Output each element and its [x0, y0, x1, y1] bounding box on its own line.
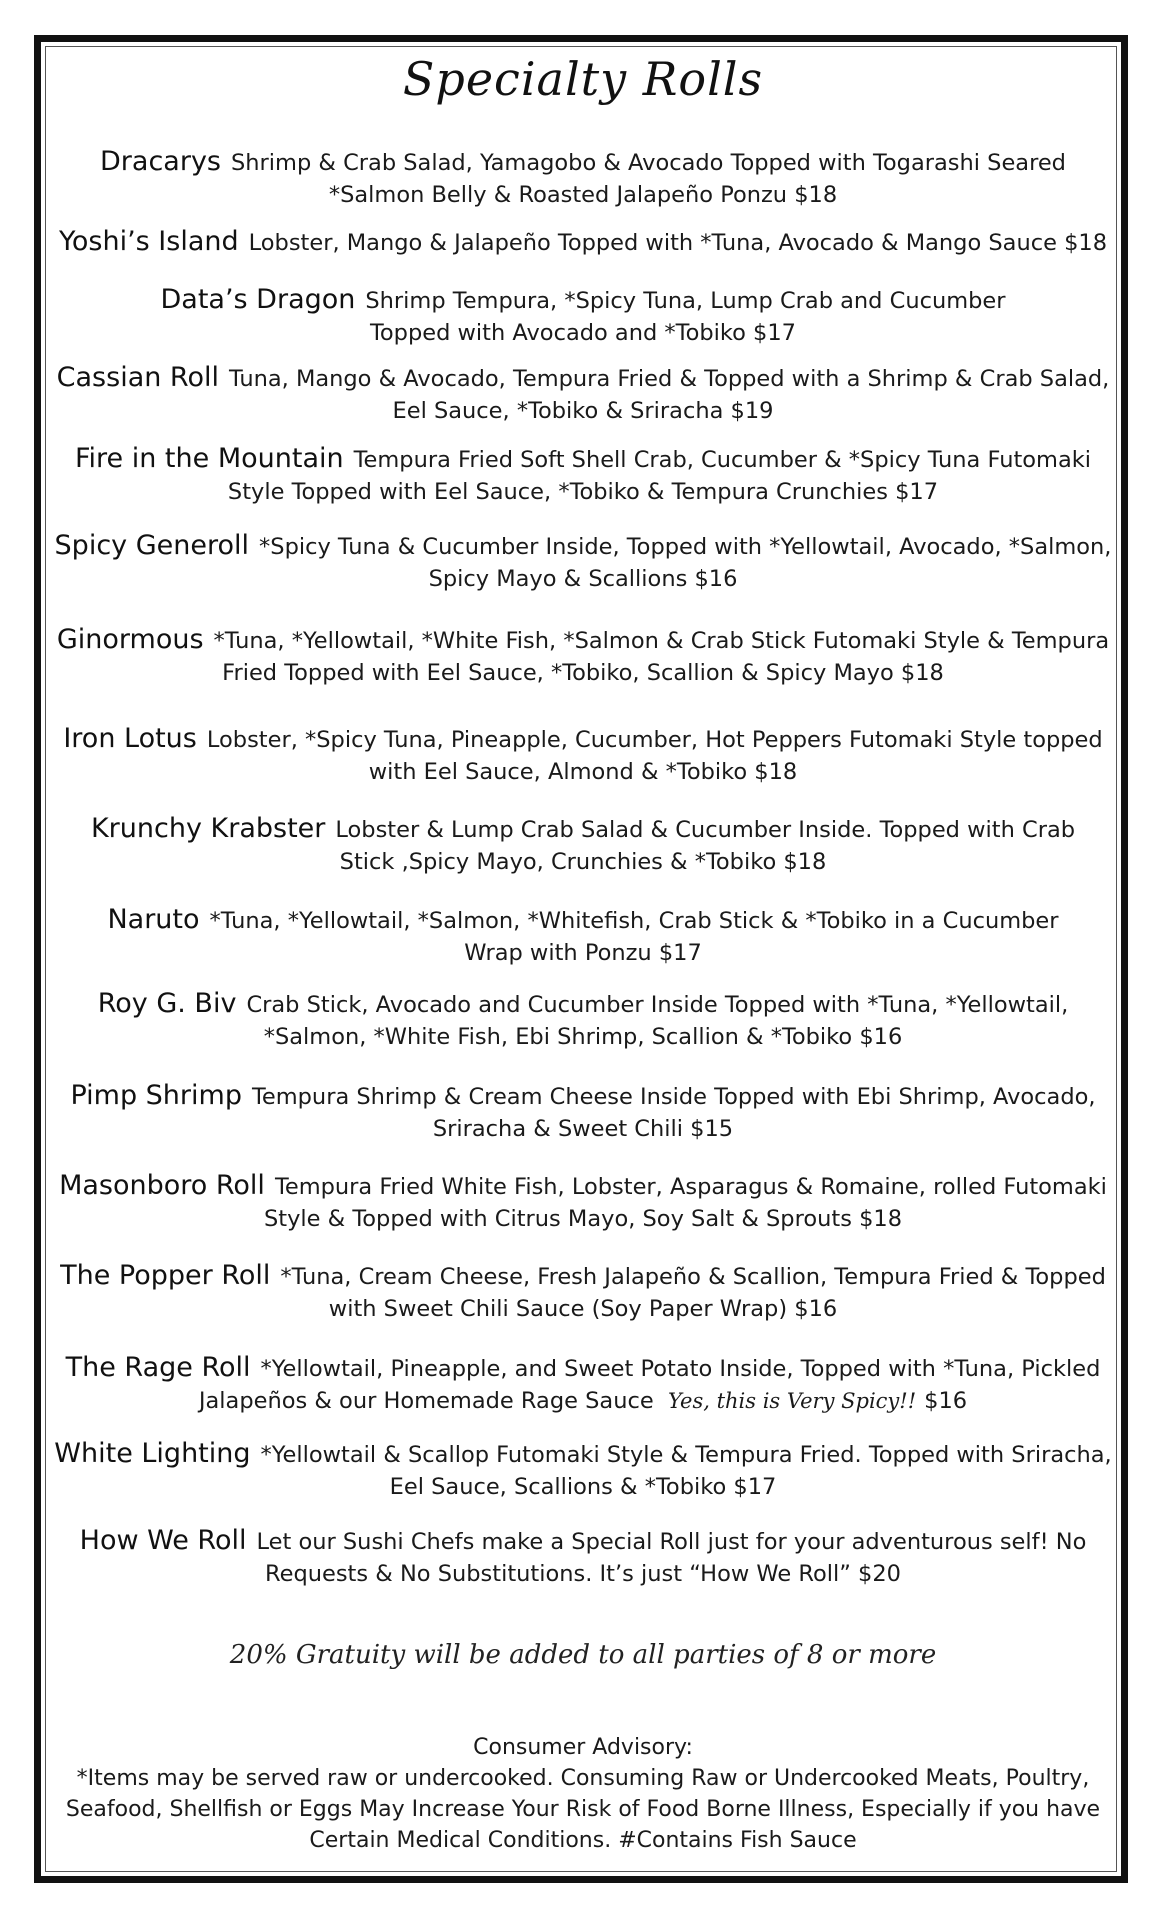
roll-name: Fire in the Mountain	[74, 443, 344, 474]
roll-name: Dracarys	[100, 146, 221, 177]
roll-name: Ginormous	[56, 624, 204, 655]
roll-description: Tuna, Mango & Avocado, Tempura Fried & Topped with a Shrimp & Crab Salad, Eel Sauce, *Tobiko & Sriracha $19	[229, 366, 1110, 424]
roll-masonboro-roll	[50, 1170, 1116, 1235]
roll-the-rage-roll	[50, 1352, 1116, 1417]
spicy-warning-note: Yes, this is Very Spicy!!	[667, 1389, 917, 1413]
roll-krunchy-krabster	[90, 813, 1076, 878]
roll-description: *Tuna, *Yellowtail, *Salmon, *Whitefish, Crab Stick & *Tobiko in a Cucumber Wrap with Ponzu $17	[209, 908, 1059, 966]
roll-the-popper-roll	[50, 1260, 1116, 1325]
roll-description: Tempura Fried White Fish, Lobster, Asparagus & Romaine, rolled Futomaki Style & Topped with Citrus Mayo, Soy Salt & Sprouts $18	[263, 1174, 1107, 1232]
roll-spicy-generoll	[50, 530, 1116, 595]
roll-description: Let our Sushi Chefs make a Special Roll just for your adventurous self! No Requests & No Substitutions. It’s just “How We Roll” $20	[256, 1529, 1087, 1587]
roll-description: *Tuna, *Yellowtail, *White Fish, *Salmon & Crab Stick Futomaki Style & Tempura Fried Topped with Eel Sauce, *Tobiko, Scallion & Spicy Mayo $18	[213, 628, 1110, 686]
roll-naruto	[100, 904, 1066, 969]
roll-roy-g-biv	[50, 988, 1116, 1053]
roll-name: Spicy Generoll	[54, 530, 250, 561]
roll-price: $16	[924, 1388, 968, 1414]
menu-title: Specialty Rolls	[402, 52, 764, 106]
advisory-heading: Consumer Advisory:	[473, 1735, 693, 1760]
gratuity-notice: 20% Gratuity will be added to all parties of 8 or more	[229, 1640, 937, 1670]
roll-name: Yoshi’s Island	[58, 226, 239, 257]
roll-description: Lobster, Mango & Jalapeño Topped with *Tuna, Avocado & Mango Sauce $18	[248, 230, 1108, 256]
roll-description: *Tuna, Cream Cheese, Fresh Jalapeño & Scallion, Tempura Fried & Topped with Sweet Chili Sauce (Soy Paper Wrap) $16	[280, 1264, 1106, 1322]
roll-name: The Rage Roll	[65, 1352, 251, 1383]
roll-name: How We Roll	[79, 1525, 247, 1556]
roll-description: *Spicy Tuna & Cucumber Inside, Topped with *Yellowtail, Avocado, *Salmon, Spicy Mayo & Scallions $16	[259, 534, 1112, 592]
roll-name: Pimp Shrimp	[70, 1080, 242, 1111]
roll-white-lighting	[50, 1438, 1116, 1503]
roll-name: Data’s Dragon	[160, 284, 356, 315]
roll-dracarys	[50, 146, 1116, 211]
roll-yoshis-island	[50, 226, 1116, 259]
roll-description: Tempura Fried Soft Shell Crab, Cucumber & *Spicy Tuna Futomaki Style Topped with Eel Sauce, *Tobiko & Tempura Crunchies $17	[227, 447, 1092, 505]
roll-name: Iron Lotus	[63, 723, 197, 754]
roll-how-we-roll	[70, 1525, 1096, 1590]
roll-description: Lobster, *Spicy Tuna, Pineapple, Cucumber, Hot Peppers Futomaki Style topped with Eel Sauce, Almond & *Tobiko $18	[206, 727, 1103, 785]
roll-description: Shrimp & Crab Salad, Yamagobo & Avocado Topped with Togarashi Seared *Salmon Belly & Roasted Jalapeño Ponzu $18	[231, 150, 1066, 208]
roll-name: Cassian Roll	[56, 362, 219, 393]
consumer-advisory	[56, 1732, 1110, 1856]
roll-datas-dragon	[150, 284, 1016, 349]
roll-name: The Popper Roll	[60, 1260, 271, 1291]
roll-name: Roy G. Biv	[97, 988, 237, 1019]
roll-fire-in-the-mountain	[50, 443, 1116, 508]
roll-pimp-shrimp	[50, 1080, 1116, 1145]
roll-name: Masonboro Roll	[59, 1170, 265, 1201]
roll-description: Lobster & Lump Crab Salad & Cucumber Inside. Topped with Crab Stick ,Spicy Mayo, Crunchies & *Tobiko $18	[335, 817, 1076, 875]
roll-description: *Yellowtail & Scallop Futomaki Style & Tempura Fried. Topped with Sriracha, Eel Sauce, Scallions & *Tobiko $17	[260, 1442, 1112, 1500]
roll-ginormous	[50, 624, 1116, 689]
roll-description: Crab Stick, Avocado and Cucumber Inside Topped with *Tuna, *Yellowtail, *Salmon, *White Fish, Ebi Shrimp, Scallion & *Tobiko $16	[246, 992, 1069, 1050]
roll-name: Naruto	[107, 904, 200, 935]
roll-name: Krunchy Krabster	[90, 813, 326, 844]
roll-description: *Yellowtail, Pineapple, and Sweet Potato Inside, Topped with *Tuna, Pickled Jalapeños & our Homemade Rage Sauce	[198, 1356, 1101, 1414]
roll-description: Tempura Shrimp & Cream Cheese Inside Topped with Ebi Shrimp, Avocado, Sriracha & Sweet Chili $15	[251, 1084, 1096, 1142]
advisory-text: *Items may be served raw or undercooked. Consuming Raw or Undercooked Meats, Poultry, Seafood, Shellfish or Eggs May Increase Your Risk of Food Borne Illness, Especially if you have Certain Medical Conditions. #Contains Fish Sauce	[65, 1766, 1101, 1853]
roll-iron-lotus	[50, 723, 1116, 788]
roll-cassian-roll	[50, 362, 1116, 427]
roll-description: Shrimp Tempura, *Spicy Tuna, Lump Crab and Cucumber Topped with Avocado and *Tobiko $17	[365, 288, 1006, 346]
roll-name: White Lighting	[54, 1438, 251, 1469]
